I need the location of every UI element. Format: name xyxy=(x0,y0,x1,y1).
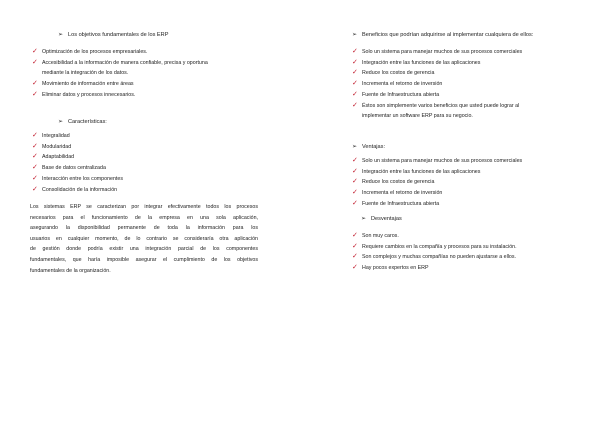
characteristics-list xyxy=(32,131,123,195)
advantages-list xyxy=(352,156,522,210)
check-icon: ✓ xyxy=(352,189,358,197)
disadvantages-heading: ➢ Desventajas xyxy=(361,216,402,222)
list-item: ✓ Integración entre las funciones de las aplicaciones xyxy=(352,58,522,69)
advantages-heading: ➢ Ventajas: xyxy=(352,144,386,150)
erp-paragraph: Los sistemas ERP se caracterizan por integrar efectivamente todos los procesos necesarios para el funcionamiento de la empresa en una sola aplicación, asegurando la disponibilidad permanente de toda la información para los usuarios en cualquier momento, de lo contrario se consideraría otra aplicación de gestión donde podría existir una integración parcial de los componentes fundamentales, que haría imposible asegurar el cumplimiento de los objetivos fundamentales de la organización. xyxy=(30,204,258,274)
arrow-bullet-icon: ➢ xyxy=(58,32,64,38)
check-icon: ✓ xyxy=(352,80,358,88)
list-item: ✓ Modularidad xyxy=(32,142,123,153)
list-item: ✓ Fuente de Infraestructura abierta xyxy=(352,90,522,101)
check-icon: ✓ xyxy=(32,185,38,193)
check-icon: ✓ xyxy=(352,101,358,109)
check-icon: ✓ xyxy=(352,199,358,207)
check-icon: ✓ xyxy=(352,264,358,272)
list-item: ✓ Hay pocos expertos en ERP xyxy=(352,263,517,274)
list-item: ✓ Eliminar datos y procesos innecesarios. xyxy=(32,90,208,101)
check-icon: ✓ xyxy=(352,157,358,164)
list-item: ✓ Accesibilidad a la información de manera confiable, precisa y oportuna mediante la integración de los datos. xyxy=(32,58,208,77)
list-item: ✓ Reduce los costos de gerencia xyxy=(352,177,522,188)
objectives-heading: ➢ Los objetivos fundamentales de los ERP xyxy=(58,32,169,38)
list-item: ✓ Incrementa el retorno de inversión xyxy=(352,188,522,199)
check-icon: ✓ xyxy=(32,164,38,172)
check-icon: ✓ xyxy=(32,132,38,139)
check-icon: ✓ xyxy=(352,167,358,175)
benefits-list xyxy=(352,47,522,122)
check-icon: ✓ xyxy=(32,153,38,161)
list-item: ✓ Integración entre las funciones de las aplicaciones xyxy=(352,167,522,178)
list-item: ✓ Optimización de los procesos empresariales. xyxy=(32,47,208,58)
disadvantages-list xyxy=(352,231,517,274)
check-icon: ✓ xyxy=(32,174,38,182)
benefits-heading: ➢ Beneficios que podrían adquirirse al implementar cualquiera de ellos: xyxy=(352,32,534,38)
objectives-list xyxy=(32,47,208,101)
arrow-bullet-icon: ➢ xyxy=(58,119,64,125)
check-icon: ✓ xyxy=(32,58,38,66)
list-item: ✓ Solo un sistema para manejar muchos de sus procesos comerciales xyxy=(352,47,522,58)
list-item: ✓ Consolidación de la información xyxy=(32,185,123,196)
list-item: ✓ Son muy caros. xyxy=(352,231,517,242)
list-item: ✓ Éstos son simplemente varios beneficios que usted puede lograr al implementar un software ERP para su negocio. xyxy=(352,101,520,120)
check-icon: ✓ xyxy=(32,80,38,88)
characteristics-heading: ➢ Características: xyxy=(58,119,107,125)
check-icon: ✓ xyxy=(352,232,358,239)
check-icon: ✓ xyxy=(352,178,358,186)
arrow-bullet-icon: ➢ xyxy=(361,216,367,222)
check-icon: ✓ xyxy=(352,58,358,66)
check-icon: ✓ xyxy=(32,90,38,98)
list-item: ✓ Adaptabilidad xyxy=(32,152,123,163)
list-item: ✓ Solo un sistema para manejar muchos de sus procesos comerciales xyxy=(352,156,522,167)
arrow-bullet-icon: ➢ xyxy=(352,144,358,150)
check-icon: ✓ xyxy=(352,242,358,250)
arrow-bullet-icon: ➢ xyxy=(352,32,358,38)
check-icon: ✓ xyxy=(352,48,358,55)
check-icon: ✓ xyxy=(352,69,358,77)
list-item: ✓ Base de datos centralizada xyxy=(32,163,123,174)
list-item: ✓ Integralidad xyxy=(32,131,123,142)
check-icon: ✓ xyxy=(352,90,358,98)
list-item: ✓ Fuente de Infraestructura abierta xyxy=(352,199,522,210)
list-item: ✓ Movimiento de información entre áreas xyxy=(32,79,208,90)
check-icon: ✓ xyxy=(32,142,38,150)
list-item: ✓ Interacción entre los componentes xyxy=(32,174,123,185)
list-item: ✓ Requiere cambios en la compañía y procesos para su instalación. xyxy=(352,242,517,253)
check-icon: ✓ xyxy=(352,253,358,261)
check-icon: ✓ xyxy=(32,48,38,55)
list-item: ✓ Son complejos y muchas compañías no pueden ajustarse a ellos. xyxy=(352,252,517,263)
list-item: ✓ Incrementa el retorno de inversión xyxy=(352,79,522,90)
list-item: ✓ Reduce los costos de gerencia xyxy=(352,68,522,79)
